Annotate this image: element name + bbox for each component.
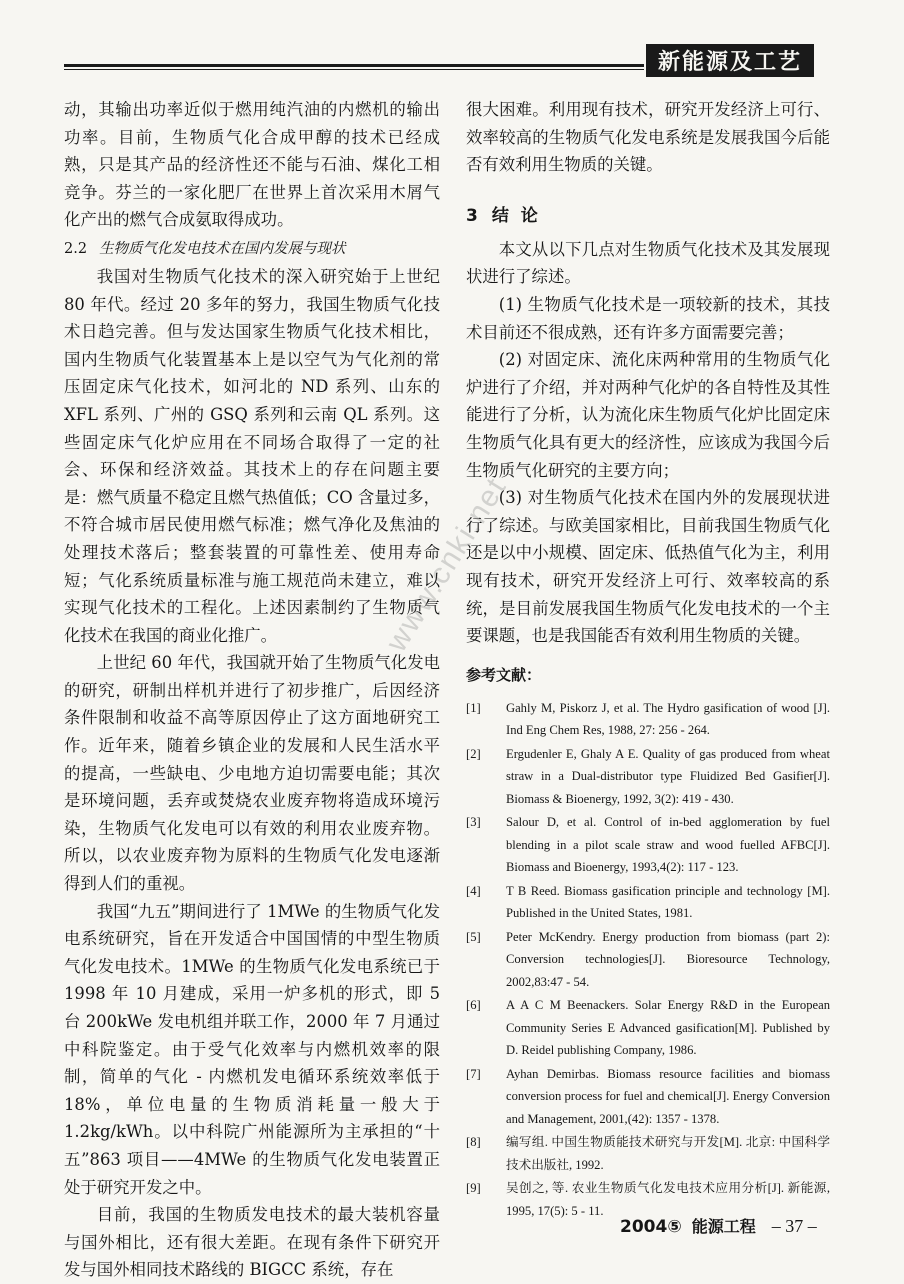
issue-number: 2004⑤: [620, 1217, 682, 1237]
reference-text: Salour D, et al. Control of in-bed agglomeration by fuel blending in a pilot scale straw and wood fuelled AFBC[J]. Biomass and Bioenergy, 1993,4(2): 117 - 123.: [506, 815, 830, 875]
reference-number: [5]: [466, 929, 481, 944]
reference-item: [466, 743, 830, 811]
reference-item: [466, 994, 830, 1062]
section-heading: [466, 201, 830, 226]
reference-text: A A C M Beenackers. Solar Energy R&D in the European Community Series E Advanced gasification[M]. Published by D. Reidel publishing Company, 1986.: [506, 998, 830, 1058]
reference-list: [466, 697, 830, 1223]
subsection-number: 2.2: [64, 240, 88, 257]
paragraph: 我国对生物质气化技术的深入研究始于上世纪 80 年代。经过 20 多年的努力，我国生物质气化技术日趋完善。但与发达国家生物质气化技术相比，国内生物质气化装置基本上是以空气为气化剂的常压固定床气化技术，如河北的 ND 系列、山东的 XFL 系列、广州的 GSQ 系列和云南 QL 系列。这些固定床气化炉应用在不同场合取得了一定的社会、环保和经济效益。其技术上的存在问题主要是：燃气质量不稳定且燃气热值低；CO 含量过多，不符合城市居民使用燃气标准；燃气净化及焦油的处理技术落后；整套装置的可靠性差、使用寿命短；气化系统质量标准与施工规范尚未建立，难以实现气化技术的工程化。上述因素制约了生物质气化技术在我国的商业化推广。: [64, 266, 440, 645]
reference-number: [6]: [466, 998, 481, 1013]
paragraph: 目前，我国的生物质发电技术的最大装机容量与国外相比，还有很大差距。在现有条件下研究开发与国外相同技术路线的 BIGCC 系统，存在: [64, 1205, 440, 1280]
left-column: [64, 96, 440, 1284]
reference-item: [466, 697, 830, 742]
reference-text: 编写组. 中国生物质能技术研究与开发[M]. 北京: 中国科学技术出版社, 1992.: [506, 1135, 830, 1172]
reference-number: [8]: [466, 1135, 481, 1150]
reference-number: [2]: [466, 746, 481, 761]
page-footer: [620, 1214, 817, 1237]
subsection-heading: [64, 236, 440, 263]
section-banner: 新能源及工艺: [646, 44, 814, 77]
reference-text: Gahly M, Piskorz J, et al. The Hydro gasification of wood [J]. Ind Eng Chem Res, 1988, 27: 256 - 264.: [506, 700, 830, 738]
watermark: www.cnki.net: [380, 471, 514, 658]
reference-item: [466, 811, 830, 879]
reference-text: Ergudenler E, Ghaly A E. Quality of gas produced from wheat straw in a Dual-distributor type Fluidized Bed Gasifier[J]. Biomass & Bioenergy, 1992, 3(2): 419 - 430.: [506, 746, 830, 806]
reference-number: [4]: [466, 883, 481, 898]
page-number: – 37 –: [771, 1216, 817, 1236]
reference-item: [466, 1063, 830, 1131]
paragraph: 本文从以下几点对生物质气化技术及其发展现状进行了综述。: [466, 239, 830, 287]
section-title: 结 论: [491, 205, 541, 226]
paragraph: 我国“九五”期间进行了 1MWe 的生物质气化发电系统研究，旨在开发适合中国国情的中型生物质气化发电技术。1MWe 的生物质气化发电系统已于 1998 年 10 月建成，采用一炉多机的形式，即 5 台 200kWe 发电机组并联工作，2000 年 7 月通过中科院鉴定。由于受气化效率与内燃机效率的限制，简单的气化 - 内燃机发电循环系统效率低于 18%，单位电量的生物质消耗量一般大于 1.2kg/kWh。以中科院广州能源所为主承担的“十五”863 项目——4MWe 的生物质气化发电装置正处于研究开发之中。: [64, 901, 440, 1197]
paragraph-continuation: 动，其输出功率近似于燃用纯汽油的内燃机的输出功率。目前，生物质气化合成甲醇的技术已经成熟，只是其产品的经济性还不能与石油、煤化工相竞争。芬兰的一家化肥厂在世界上首次采用木屑气化产出的燃气合成氨取得成功。: [64, 100, 440, 230]
reference-number: [9]: [466, 1181, 481, 1196]
subsection-title: 生物质气化发电技术在国内发展与现状: [99, 240, 346, 257]
conclusion-item: (1) 生物质气化技术是一项较新的技术，其技术目前还不很成熟，还有许多方面需要完善；: [466, 294, 830, 342]
section-number: 3: [466, 205, 478, 226]
paragraph: 上世纪 60 年代，我国就开始了生物质气化发电的研究，研制出样机并进行了初步推广，后因经济条件限制和收益不高等原因停止了这方面地研究工作。近年来，随着乡镇企业的发展和人民生活水平的提高，一些缺电、少电地方迫切需要电能；其次是环境问题，丢弃或焚烧农业废弃物将造成环境污染，生物质气化发电可以有效的利用农业废弃物。所以，以农业废弃物为原料的生物质气化发电逐渐得到人们的重视。: [64, 653, 440, 894]
references-title: 参考文献：: [466, 665, 542, 684]
conclusion-item: (3) 对生物质气化技术在国内外的发展现状进行了综述。与欧美国家相比，目前我国生物质气化还是以中小规模、固定床、低热值气化为主，利用现有技术，研究开发经济上可行、效率较高的系统，是目前发展我国生物质气化发电技术的一个主要课题，也是我国能否有效利用生物质的关键。: [466, 488, 830, 646]
journal-name: 能源工程: [691, 1217, 756, 1236]
header-rule: [64, 64, 644, 67]
reference-item: [466, 880, 830, 925]
reference-item: [466, 926, 830, 994]
reference-text: T B Reed. Biomass gasification principle and technology [M]. Published in the United States, 1981.: [506, 883, 830, 921]
reference-number: [1]: [466, 700, 481, 715]
reference-number: [3]: [466, 815, 481, 830]
reference-text: Ayhan Demirbas. Biomass resource facilities and biomass conversion process for fuel and chemical[J]. Energy Conversion and Management, 2001,(42): 1357 - 1378.: [506, 1066, 830, 1126]
reference-text: Peter McKendry. Energy production from biomass (part 2): Conversion technologies[J]. Bioresource Technology, 2002,83:47 - 54.: [506, 929, 830, 989]
header-rule-thin: [64, 69, 644, 70]
reference-text: 吴创之, 等. 农业生物质气化发电技术应用分析[J]. 新能源, 1995, 17(5): 5 - 11.: [506, 1181, 830, 1218]
paragraph-continuation: 很大困难。利用现有技术，研究开发经济上可行、效率较高的生物质气化发电系统是发展我国今后能否有效利用生物质的关键。: [466, 100, 830, 175]
reference-item: [466, 1131, 830, 1176]
right-column: [466, 96, 830, 1223]
conclusion-item: (2) 对固定床、流化床两种常用的生物质气化炉进行了介绍，并对两种气化炉的各自特性及其性能进行了分析，认为流化床生物质气化炉比固定床生物质气化具有更大的经济性，应该成为我国今后生物质气化研究的主要方向；: [466, 350, 830, 480]
reference-number: [7]: [466, 1066, 481, 1081]
